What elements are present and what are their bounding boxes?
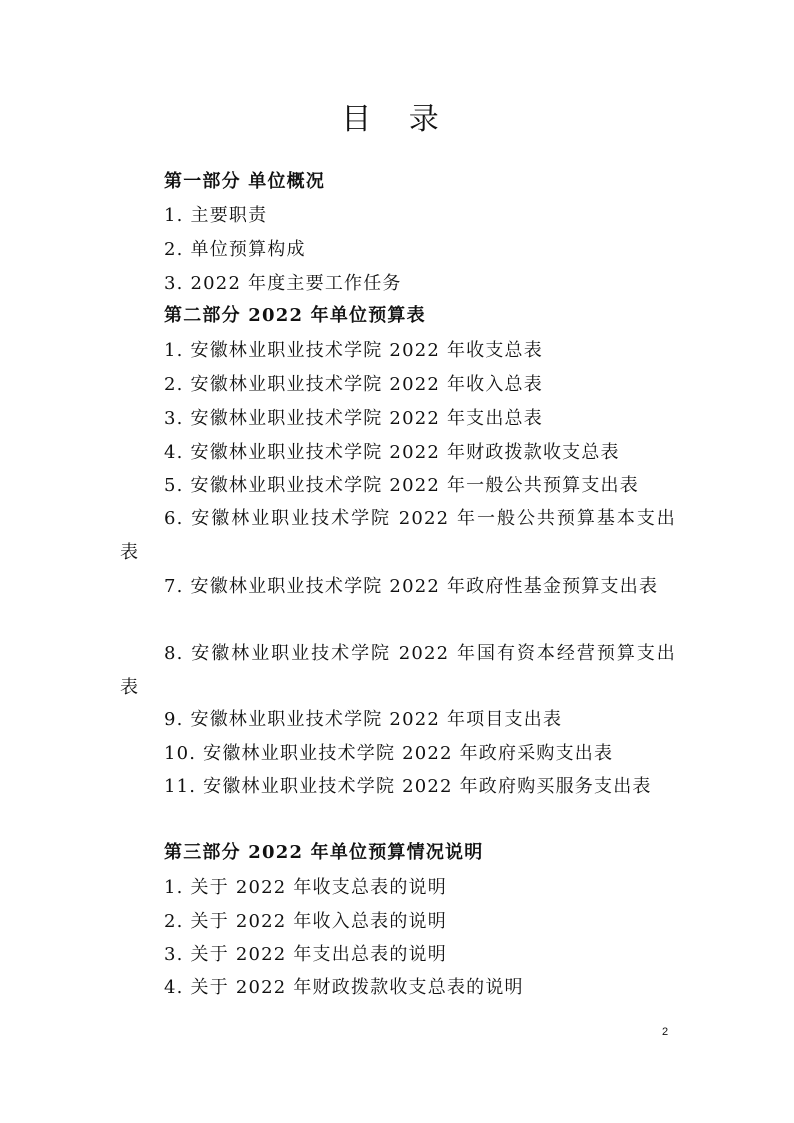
toc-item[interactable]: 4. 安徽林业职业技术学院 2022 年财政拨款收支总表 — [164, 442, 620, 463]
part1-heading[interactable]: 第一部分 单位概况 — [164, 171, 326, 192]
part3-heading[interactable]: 第三部分 2022 年单位预算情况说明 — [164, 842, 484, 863]
toc-item[interactable]: 1. 安徽林业职业技术学院 2022 年收支总表 — [164, 340, 543, 361]
toc-item[interactable]: 2. 单位预算构成 — [164, 239, 306, 260]
toc-item[interactable]: 11. 安徽林业职业技术学院 2022 年政府购买服务支出表 — [164, 776, 652, 797]
toc-item[interactable]: 3. 关于 2022 年支出总表的说明 — [164, 944, 447, 965]
toc-item[interactable]: 3. 安徽林业职业技术学院 2022 年支出总表 — [164, 408, 543, 429]
toc-item[interactable]: 2. 安徽林业职业技术学院 2022 年收入总表 — [164, 374, 543, 395]
toc-item[interactable]: 9. 安徽林业职业技术学院 2022 年项目支出表 — [164, 709, 563, 730]
page-number: 2 — [662, 1026, 669, 1038]
toc-item[interactable]: 2. 关于 2022 年收入总表的说明 — [164, 911, 447, 932]
toc-item[interactable]: 1. 关于 2022 年收支总表的说明 — [164, 877, 447, 898]
toc-item[interactable]: 3. 2022 年度主要工作任务 — [164, 273, 402, 294]
part2-heading[interactable]: 第二部分 2022 年单位预算表 — [164, 305, 426, 326]
toc-item[interactable]: 8. 安徽林业职业技术学院 2022 年国有资本经营预算支出表 — [120, 643, 676, 698]
toc-item[interactable]: 4. 关于 2022 年财政拨款收支总表的说明 — [164, 977, 524, 998]
toc-item[interactable]: 1. 主要职责 — [164, 205, 268, 226]
toc-item[interactable]: 7. 安徽林业职业技术学院 2022 年政府性基金预算支出表 — [164, 576, 659, 597]
toc-item[interactable]: 6. 安徽林业职业技术学院 2022 年一般公共预算基本支出表 — [120, 508, 676, 563]
toc-item[interactable]: 5. 安徽林业职业技术学院 2022 年一般公共预算支出表 — [164, 475, 639, 496]
toc-item[interactable]: 10. 安徽林业职业技术学院 2022 年政府采购支出表 — [164, 743, 614, 764]
page-title: 目 录 — [341, 102, 453, 137]
